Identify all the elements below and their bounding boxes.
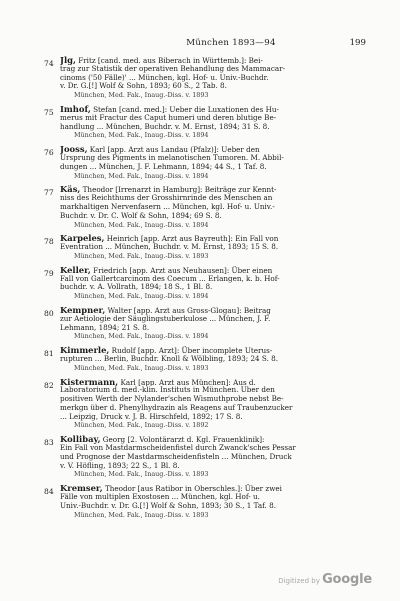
google-logo: Google <box>322 572 372 587</box>
entry-line: v. V. Höfling, 1893; 22 S., 1 Bl. 8. <box>60 461 180 470</box>
watermark-prefix: Digitized by <box>278 577 320 585</box>
dissertation-note: München, Med. Fak., Inaug.-Diss. v. 1894 <box>74 332 209 341</box>
entry-line <box>60 378 366 387</box>
entry-line: buchdr. v. A. Vollrath, 1894; 18 S., 1 Bl. 8. <box>60 283 213 292</box>
entry-text <box>60 378 366 431</box>
entry-text <box>60 56 366 100</box>
author-surname: Jooss, <box>60 145 88 154</box>
entry-line-text: Friedrich [app. Arzt aus Neuhausen]: Über einen <box>93 265 273 275</box>
entry-line: Fälle von multiplen Exostosen ... München, kgl. Hof- u. <box>60 493 260 502</box>
author-surname: Karpeles, <box>60 234 105 244</box>
entry-number: 80 <box>44 308 54 318</box>
entry-line-text: Fritz [cand. med. aus Biberach in Württemb.]: Bei- <box>78 56 263 65</box>
entry-text <box>60 435 366 479</box>
entry-text <box>60 306 366 341</box>
entry-line: handlung ... München, Buchdr. v. M. Ernst, 1894; 31 S. 8. <box>60 122 270 131</box>
entry-line: trag zur Statistik der operativen Behandlung des Mammacar- <box>60 64 286 73</box>
entry-line: Ein Fall von Mastdarmscheidenfistel durch Zwanck'sches Pessar <box>60 444 296 453</box>
bibliography-entry <box>44 484 366 519</box>
entry-line: merkgn über d. Phenylhydrazin als Reagens auf Traubenzucker <box>60 403 293 412</box>
running-title: München 1893—94 <box>186 38 276 48</box>
entry-number: 83 <box>44 438 54 448</box>
entry-line <box>60 346 366 355</box>
entry-number: 78 <box>44 237 54 247</box>
author-surname: Käs, <box>60 185 81 195</box>
entry-line: merus mit Fractur des Caput humeri und deren blutige Be- <box>60 113 277 122</box>
entry-line <box>60 484 366 493</box>
entry-line: v. Dr. G.[!] Wolf & Sohn, 1893; 60 S., 2 Tab. 8. <box>60 82 227 91</box>
dissertation-note: München, Med. Fak., Inaug.-Diss. v. 1892 <box>74 421 209 430</box>
entry-text <box>60 145 366 180</box>
entry-line-text: Karl [app. Arzt aus Landau (Pfalz)]: Ueber den <box>89 145 260 154</box>
dissertation-note: München, Med. Fak., Inaug.-Diss. v. 1893 <box>74 510 209 519</box>
author-surname: Kimmerle, <box>60 346 110 355</box>
dissertation-note: München, Med. Fak., Inaug.-Diss. v. 1894 <box>74 220 209 229</box>
entry-line: und Prognose der Mastdarmscheidenfisteln ... München, Druck <box>60 452 292 461</box>
entry-line <box>60 56 366 65</box>
entry-line <box>60 266 366 275</box>
entry-line-text: Georg [2. Volontärarzt d. Kgl. Frauenklinik]: <box>102 435 265 445</box>
author-surname: Kollibay, <box>60 435 101 445</box>
bibliography-entry <box>44 145 366 180</box>
bibliography-entry <box>44 105 366 140</box>
bibliography-entry <box>44 185 366 229</box>
dissertation-note: München, Med. Fak., Inaug.-Diss. v. 1894 <box>74 292 209 301</box>
entry-list <box>44 56 366 524</box>
entry-number: 77 <box>44 188 54 198</box>
entry-number: 75 <box>44 107 54 117</box>
entry-line <box>60 435 366 444</box>
dissertation-note: München, Med. Fak., Inaug.-Diss. v. 1894 <box>74 131 209 140</box>
bibliography-entry <box>44 378 366 431</box>
entry-number: 81 <box>44 349 54 359</box>
entry-line: Eventration ... München, Buchdr. v. M. Ernst, 1893; 15 S. 8. <box>60 243 279 252</box>
entry-line-text: Karl [app. Arzt aus München]: Aus d. <box>120 377 256 387</box>
author-surname: Kremser, <box>60 484 103 494</box>
author-surname: Imhof, <box>60 104 91 114</box>
entry-line <box>60 105 366 114</box>
entry-number: 84 <box>44 487 54 497</box>
entry-line: cinoms ('50 Fälle)' ... München, kgl. Hof- u. Univ.-Buchdr. <box>60 73 269 82</box>
entry-line: Fall von Gallertcarcinom des Coecum ... Erlangen, k. b. Hof- <box>60 274 280 283</box>
entry-text <box>60 105 366 140</box>
dissertation-note: München, Med. Fak., Inaug.-Diss. v. 1893 <box>74 91 209 100</box>
entry-line: ... Leipzig, Druck v. J. B. Hirschfeld, 1892; 17 S. 8. <box>60 412 243 421</box>
entry-text <box>60 346 366 372</box>
entry-line-text: Heinrich [app. Arzt aus Bayreuth]: Ein Fall von <box>106 234 279 244</box>
entry-line: rupturen ... Berlin, Buchdr. Knoll & Wölbling, 1893; 24 S. 8. <box>60 354 279 363</box>
entry-line: niss des Reichthums der Grosshirnrinde des Menschen an <box>60 194 273 203</box>
author-surname: Kistermann, <box>60 377 119 387</box>
entry-line <box>60 145 366 154</box>
entry-number: 82 <box>44 380 54 390</box>
bibliography-entry <box>44 234 366 260</box>
bibliography-entry <box>44 306 366 341</box>
entry-line <box>60 185 366 194</box>
entry-line: positiven Werth der Nylander'schen Wismuthprobe nebst Be- <box>60 395 284 404</box>
entry-line: Ursprung des Pigments in melanotischen Tumoren. M. Abbil- <box>60 153 284 162</box>
entry-line <box>60 234 366 243</box>
entry-line: Lehmann, 1894; 21 S. 8. <box>60 323 150 332</box>
dissertation-note: München, Med. Fak., Inaug.-Diss. v. 1893 <box>74 363 209 372</box>
page-header <box>96 38 366 50</box>
entry-line: Laboratorium d. med.-klin. Instituts in München. Über den <box>60 386 275 395</box>
entry-text <box>60 234 366 260</box>
entry-line: Univ.-Buchdr. v. Dr. G.[!] Wolf & Sohn, 1893; 30 S., 1 Taf. 8. <box>60 501 276 510</box>
entry-line <box>60 306 366 315</box>
author-surname: Jlg, <box>60 56 76 65</box>
entry-line-text: Theodor [Irrenarzt in Hamburg]: Beiträge zur Kennt- <box>82 185 277 195</box>
bibliography-entry <box>44 56 366 100</box>
entry-line-text: Walter [app. Arzt aus Gross-Glogau]: Beitrag <box>107 305 271 315</box>
entry-line: Buchdr. v. Dr. C. Wolf & Sohn, 1894; 69 S. 8. <box>60 211 222 220</box>
entry-line: zur Aetiologie der Säuglingstuberkulose ... München, J. F. <box>60 314 271 323</box>
bibliography-entry <box>44 266 366 301</box>
entry-text <box>60 185 366 229</box>
bibliography-entry <box>44 435 366 479</box>
entry-line: dungen ... München, J. F. Lehmann, 1894; 44 S., 1 Taf. 8. <box>60 162 267 171</box>
entry-number: 74 <box>44 59 54 68</box>
author-surname: Keller, <box>60 265 91 275</box>
entry-line-text: Theodor [aus Ratibor in Oberschles.]: Über zwei <box>104 484 282 494</box>
page-number: 199 <box>349 38 366 48</box>
entry-line-text: Stefan [cand. med.]: Ueber die Luxationen des Hu- <box>93 104 279 114</box>
entry-line-text: Rudolf [app. Arzt]: Über incomplete Uterus- <box>111 346 273 355</box>
bibliography-entry <box>44 346 366 372</box>
dissertation-note: München, Med. Fak., Inaug.-Diss. v. 1894 <box>74 171 209 180</box>
entry-line: markhaltigen Nervenfasern ... München, kgl. Hof- u. Univ.- <box>60 202 275 211</box>
entry-text <box>60 266 366 301</box>
author-surname: Kempner, <box>60 305 106 315</box>
entry-text <box>60 484 366 519</box>
dissertation-note: München, Med. Fak., Inaug.-Diss. v. 1893 <box>74 251 209 260</box>
entry-number: 76 <box>44 148 54 158</box>
entry-number: 79 <box>44 268 54 278</box>
digitized-watermark <box>278 572 372 587</box>
dissertation-note: München, Med. Fak., Inaug.-Diss. v. 1893 <box>74 470 209 479</box>
